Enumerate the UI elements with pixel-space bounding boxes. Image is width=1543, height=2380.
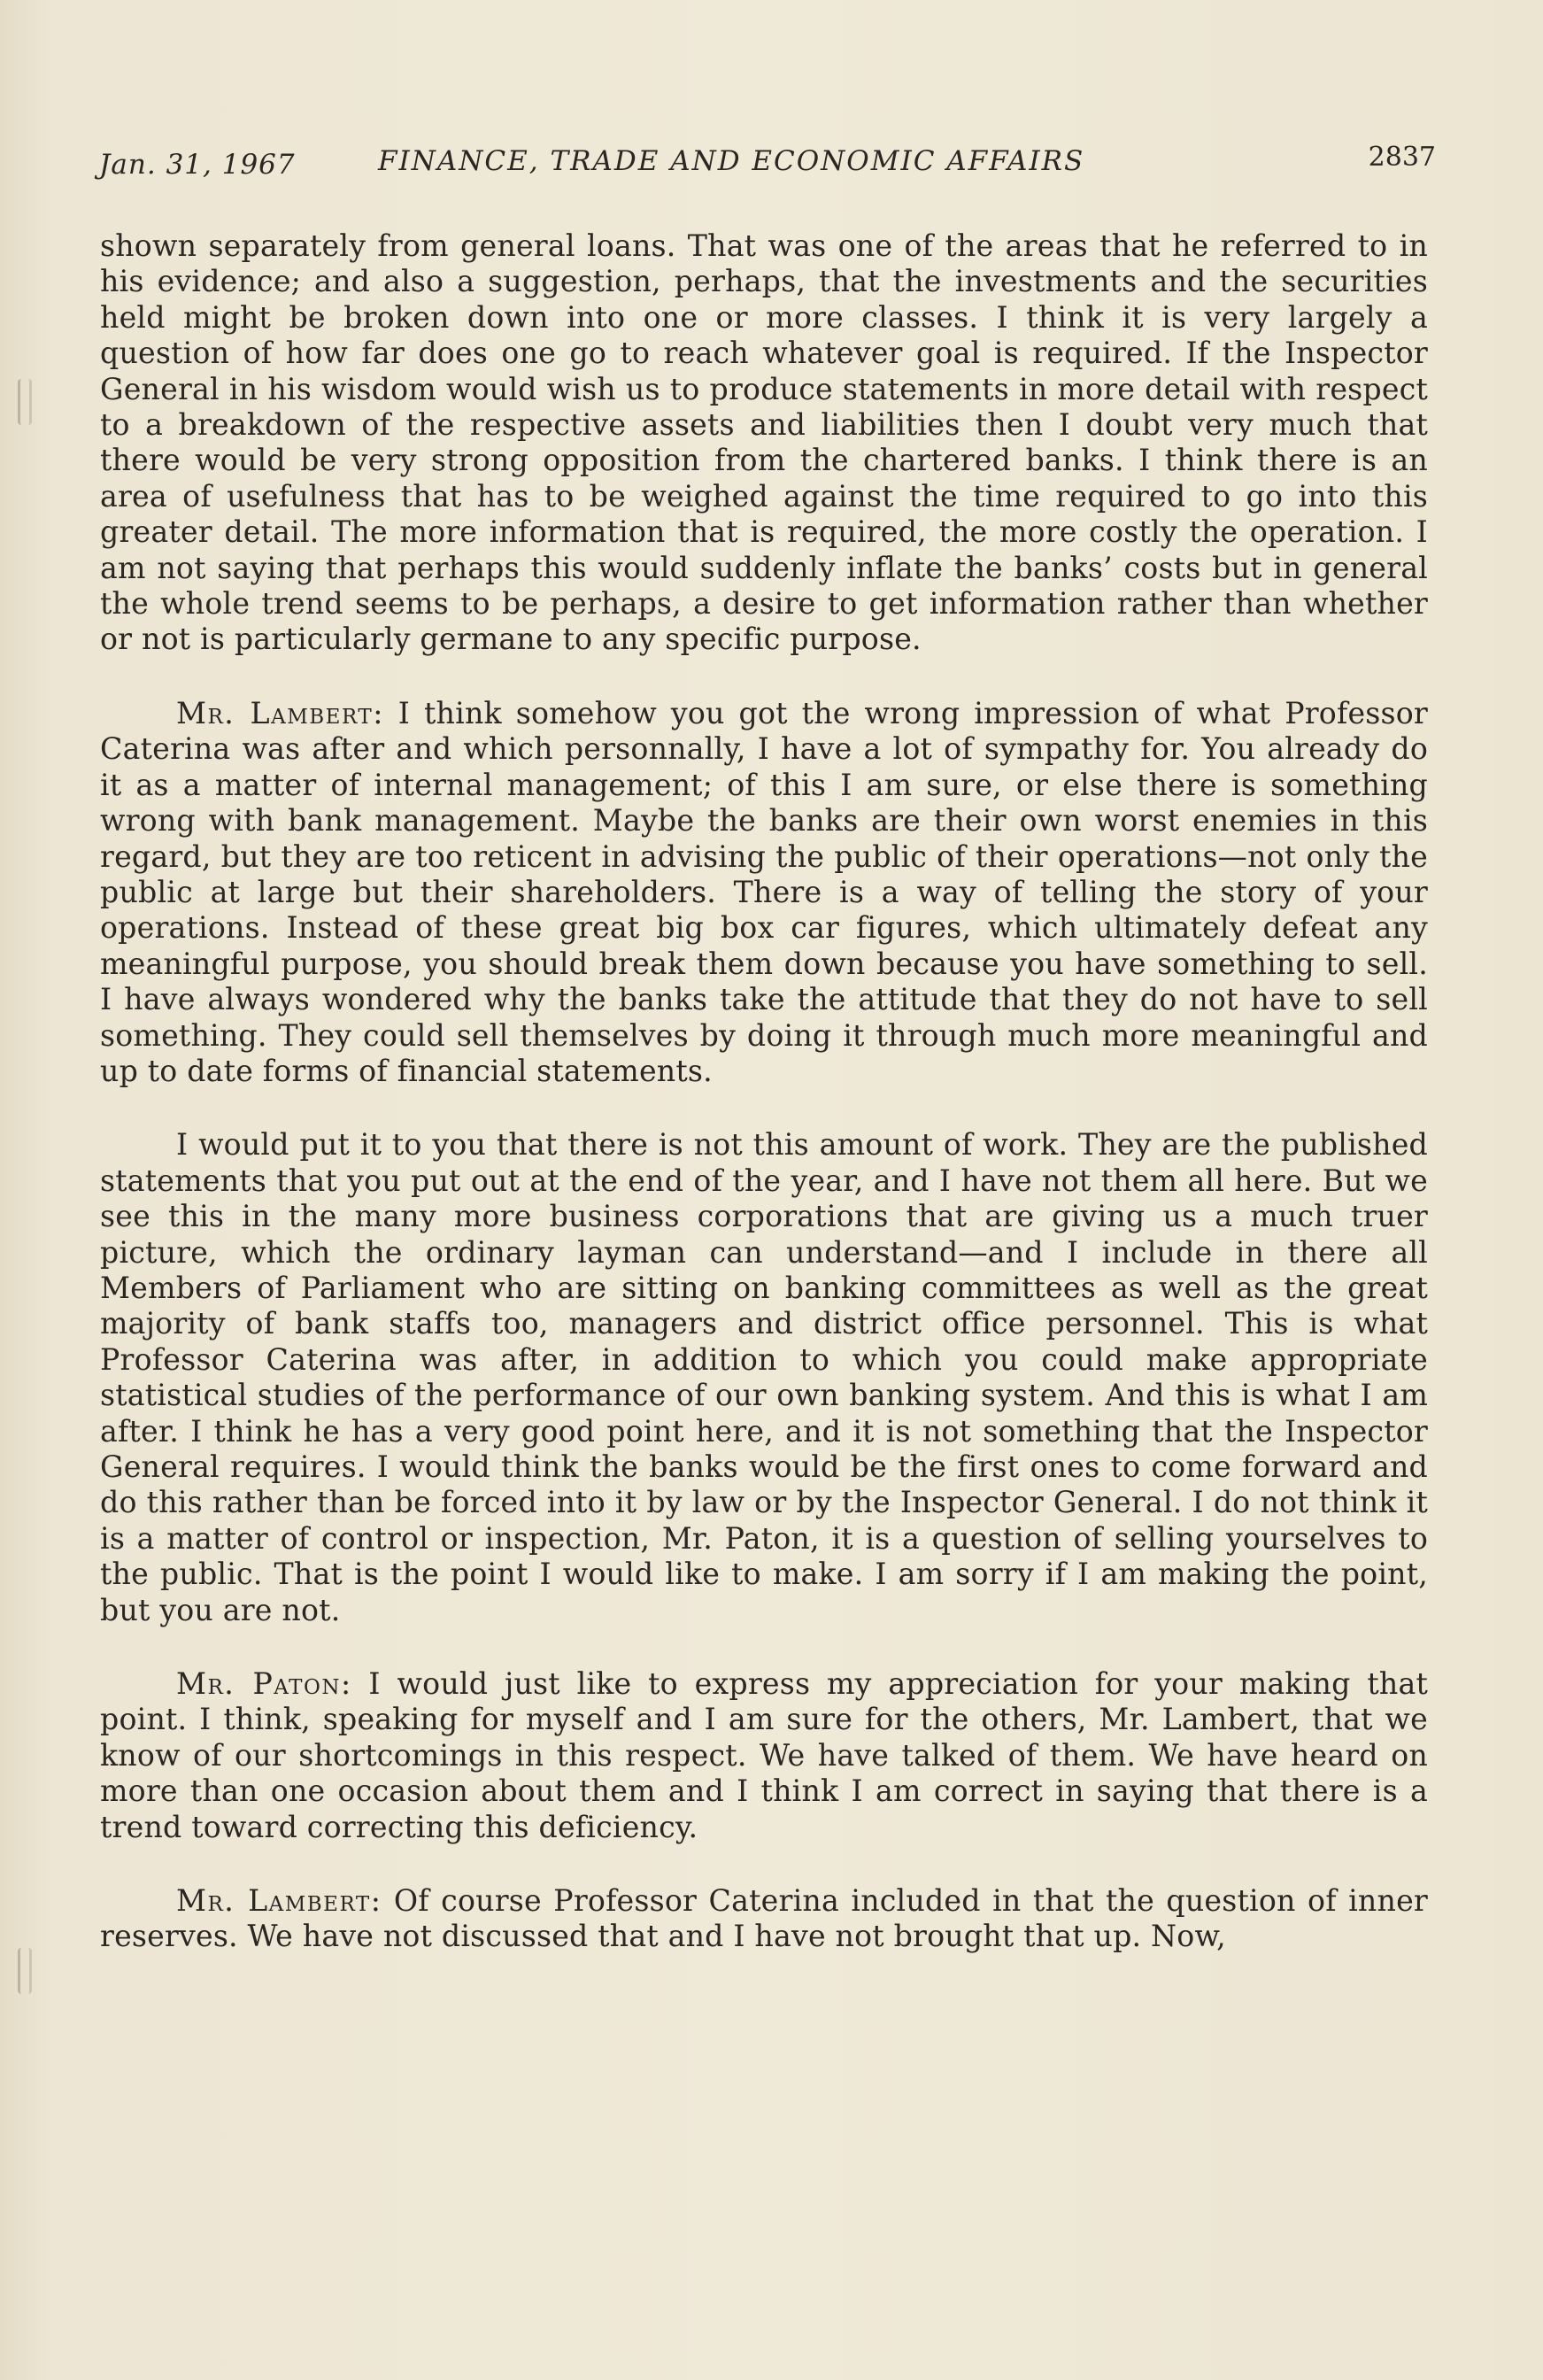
page-number: 2837 bbox=[1368, 142, 1436, 173]
header-title: FINANCE, TRADE AND ECONOMIC AFFAIRS bbox=[378, 145, 1085, 177]
binding-mark-bottom bbox=[18, 1948, 32, 1994]
speaker-name: Mr. Lambert: bbox=[176, 695, 384, 730]
paragraph-text: I would put it to you that there is not this amount of work. They are the published statements that you put out at the end of the year, and I have not them all here. But we see this in the many more business corporations that are giving us a much truer picture, which the ordinary layman can understand—and I include in there all Members of Parliament who are sitting on banking committees as well as the great majority of bank staffs too, managers and district office personnel. This is what Professor Caterina was after, in addition to which you could make appropriate statistical studies of the performance of our own banking system. And this is what I am after. I think he has a very good point here, and it is not something that the Inspector General requires. I would think the banks would be the first ones to come forward and do this rather than be forced into it by law or by the Inspector General. I do not think it is a matter of control or inspection, Mr. Paton, it is a question of selling yourselves to the public. That is the point I would like to make. I am sorry if I am making the point, but you are not. bbox=[100, 1127, 1428, 1627]
body-text bbox=[100, 228, 1428, 1993]
speaker-name: Mr. Paton: bbox=[176, 1666, 352, 1702]
paragraph-text: Of course Professor Caterina included in that the question of inner reserves. We have not discussed that and I have not brought that up. Now, bbox=[100, 1883, 1428, 1954]
paragraph-continuation bbox=[100, 228, 1428, 658]
paragraph-lambert-2 bbox=[100, 1127, 1428, 1628]
binding-mark-top bbox=[18, 379, 32, 425]
header-date: Jan. 31, 1967 bbox=[99, 149, 296, 181]
paragraph-text: I think somehow you got the wrong impression of what Professor Caterina was after and which personnally, I have a lot of sympathy for. You already do it as a matter of internal management; of this I am sure, or else there is something wrong with bank management. Maybe the banks are their own worst enemies in this regard, but they are too reticent in advising the public of their operations—not only the public at large but their shareholders. There is a way of telling the story of your operations. Instead of these great big box car figures, which ultimately defeat any meaningful purpose, you should break them down because you have something to sell. I have always wondered why the banks take the attitude that they do not have to sell something. They could sell themselves by doing it through much more meaningful and up to date forms of financial statements. bbox=[100, 695, 1428, 1088]
paragraph-paton bbox=[100, 1666, 1428, 1845]
paragraph-text: shown separately from general loans. That was one of the areas that he referred to in his evidence; and also a suggestion, perhaps, that the investments and the securities held might be broken down into one or more classes. I think it is very largely a question of how far does one go to reach whatever goal is required. If the Inspector General in his wisdom would wish us to produce statements in more detail with respect to a breakdown of the respective assets and liabilities then I doubt very much that there would be very strong opposition from the chartered banks. I think there is an area of usefulness that has to be weighed against the time required to go into this greater detail. The more information that is required, the more costly the operation. I am not saying that perhaps this would suddenly inflate the banks’ costs but in general the whole trend seems to be perhaps, a desire to get information rather than whether or not is particularly germane to any specific purpose. bbox=[100, 228, 1428, 657]
paragraph-text: I would just like to express my appreciation for your making that point. I think, speaking for myself and I am sure for the others, Mr. Lambert, that we know of our shortcomings in this respect. We have talked of them. We have heard on more than one occasion about them and I think I am correct in saying that there is a trend toward correcting this deficiency. bbox=[100, 1666, 1428, 1844]
paragraph-lambert-1 bbox=[100, 696, 1428, 1089]
speaker-name: Mr. Lambert: bbox=[176, 1883, 382, 1919]
paragraph-lambert-3 bbox=[100, 1883, 1428, 1955]
running-header bbox=[99, 142, 1436, 186]
